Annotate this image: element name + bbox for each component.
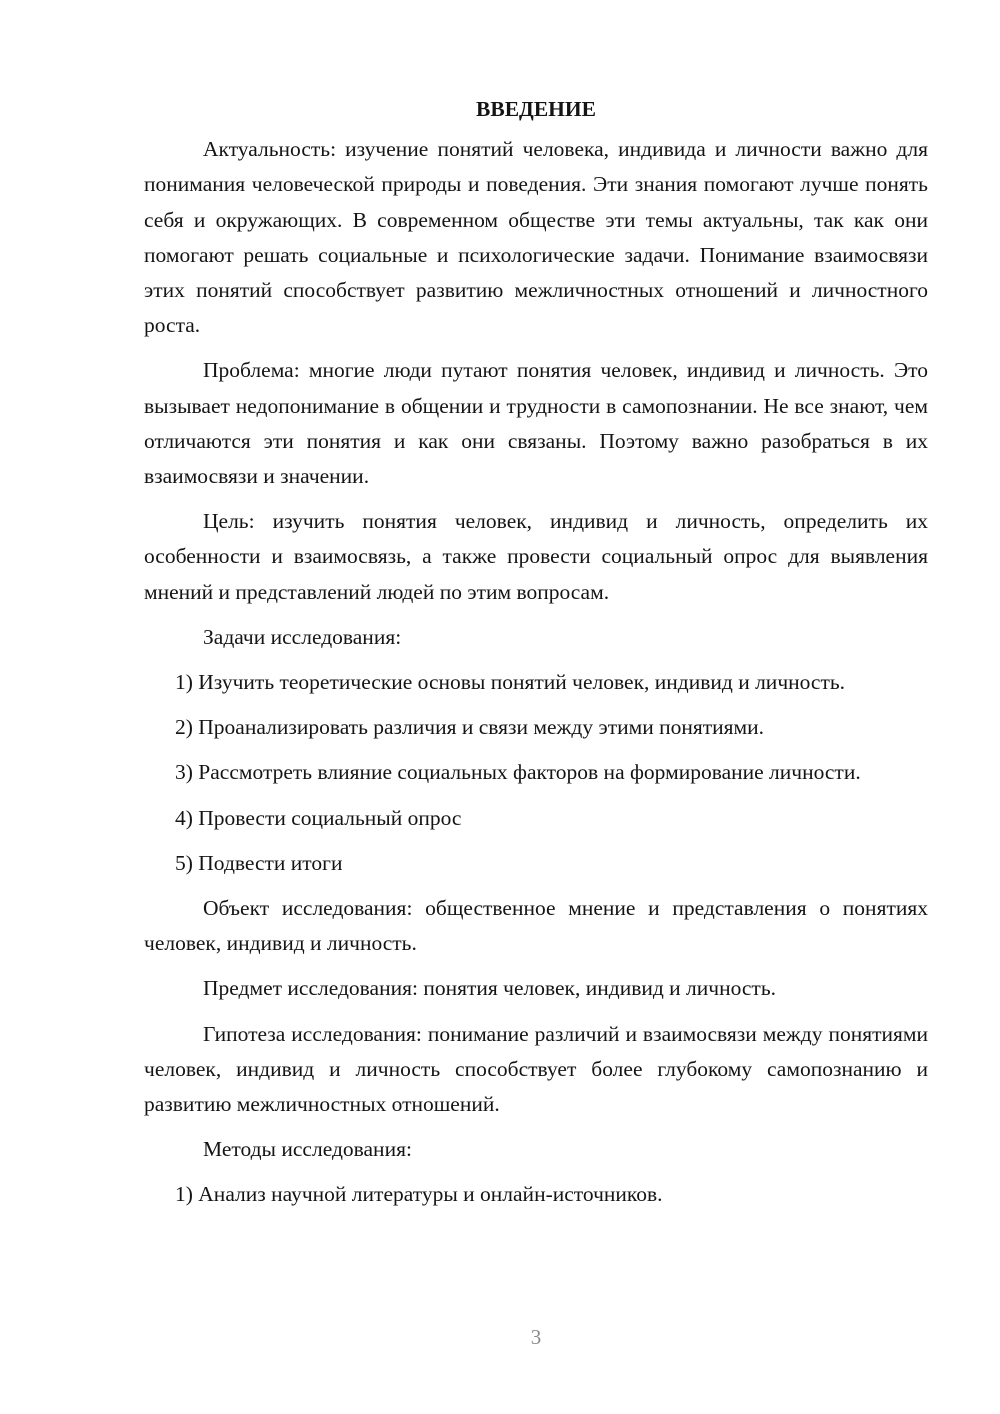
paragraph-subject: Предмет исследования: понятия человек, индивид и личность. [203,976,777,1001]
task-item-5: 5) Подвести итоги [175,850,343,875]
tasks-heading: Задачи исследования: [203,624,402,649]
task-item-3: 3) Рассмотреть влияние социальных факторов на формирование личности. [175,760,861,785]
methods-heading: Методы исследования: [203,1137,412,1162]
method-item-1: 1) Анализ научной литературы и онлайн-источников. [175,1182,663,1207]
page-number: 3 [530,1325,542,1349]
paragraph-hypothesis: Гипотеза исследования: понимание различий и взаимосвязи между понятиями человек, индивид и личность способствует более глубокому самопознанию и развитию межличностных отношений. [144,1021,928,1117]
paragraph-relevance: Актуальность: изучение понятий человека, индивида и личности важно для понимания человеческой природы и поведения. Эти знания помогают лучше понять себя и окружающих. В современном обществе эти темы актуальны, так как они помогают решать социальные и психологические задачи. Понимание взаимосвязи этих понятий способствует развитию межличностных отношений и личностного роста. [144,137,928,338]
paragraph-object: Объект исследования: общественное мнение и представления о понятиях человек, индивид и личность. [144,896,928,956]
task-item-4: 4) Провести социальный опрос [175,805,462,830]
section-title: ВВЕДЕНИЕ [476,97,596,121]
task-item-2: 2) Проанализировать различия и связи между этими понятиями. [175,715,765,740]
paragraph-problem: Проблема: многие люди путают понятия человек, индивид и личность. Это вызывает недопонимание в общении и трудности в самопознании. Не все знают, чем отличаются эти понятия и как они связаны. Поэтому важно разобраться в их взаимосвязи и значении. [144,358,928,489]
page-content [144,92,928,1223]
paragraph-goal: Цель: изучить понятия человек, индивид и личность, определить их особенности и взаимосвязь, а также провести социальный опрос для выявления мнений и представлений людей по этим вопросам. [144,509,928,604]
task-item-1: 1) Изучить теоретические основы понятий человек, индивид и личность. [175,670,846,695]
